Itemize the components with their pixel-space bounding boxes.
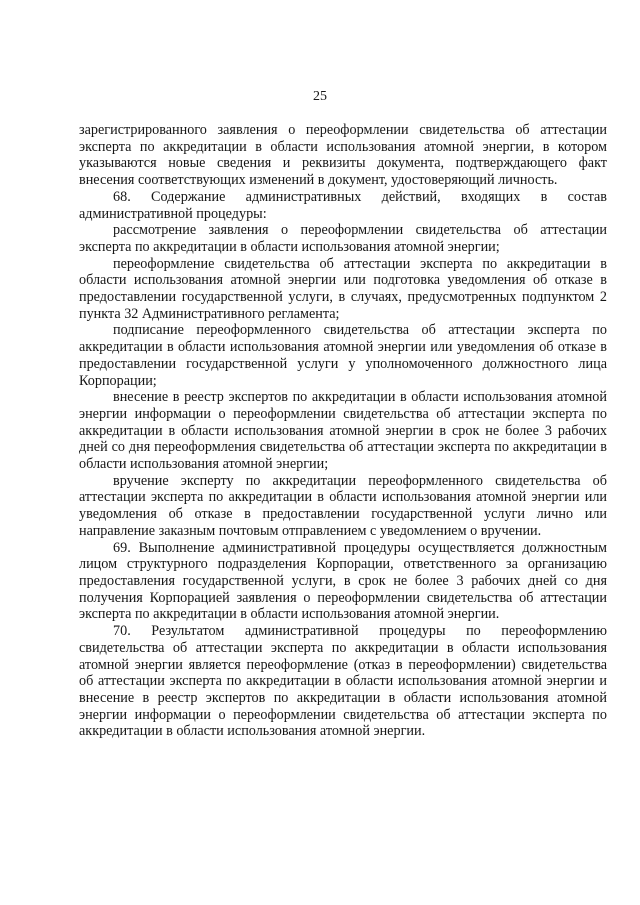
- page-number: 25: [313, 89, 327, 104]
- paragraph-68-item-reissue: переоформление свидетельства об аттестации эксперта по аккредитации в области использования атомной энергии или подготовка уведомления об отказе в предоставлении государственной услуги, в случаях, предусмотренных подпунктом 2 пункта 32 Административного регламента;: [79, 255, 607, 322]
- paragraph-68-item-review: рассмотрение заявления о переоформлении свидетельства об аттестации эксперта по аккредитации в области использования атомной энергии;: [79, 222, 607, 255]
- paragraph-68-item-signing: подписание переоформленного свидетельства об аттестации эксперта по аккредитации в области использования атомной энергии или уведомления об отказе в предоставлении государственной услуги у уполномоченного должностного лица Корпорации;: [79, 322, 607, 389]
- paragraph-70: 70. Результатом административной процедуры по переоформлению свидетельства об аттестации эксперта по аккредитации в области использования атомной энергии является переоформление (отказ в переоформлении) свидетельства об аттестации эксперта по аккредитации в области использования атомной энергии и внесение в реестр экспертов по аккредитации в области использования атомной энергии информации о переоформлении свидетельства об аттестации эксперта по аккредитации в области использования атомной энергии.: [79, 623, 607, 740]
- paragraph-continuation: зарегистрированного заявления о переоформлении свидетельства об аттестации эксперта по аккредитации в области использования атомной энергии, в котором указываются новые сведения и реквизиты документа, подтверждающего факт внесения соответствующих изменений в документ, удостоверяющий личность.: [79, 122, 607, 189]
- paragraph-69: 69. Выполнение административной процедуры осуществляется должностным лицом структурного подразделения Корпорации, ответственного за организацию предоставления государственной услуги, в срок не более 3 рабочих дней со дня получения Корпорацией заявления о переоформлении свидетельства об аттестации эксперта по аккредитации в области использования атомной энергии.: [79, 539, 607, 623]
- document-body: [79, 122, 607, 740]
- paragraph-68-heading: 68. Содержание административных действий, входящих в состав административной процедуры:: [79, 188, 607, 222]
- paragraph-68-item-delivery: вручение эксперту по аккредитации переоформленного свидетельства об аттестации эксперта по аккредитации в области использования атомной энергии или уведомления об отказе в предоставлении государственной услуги лично или направление заказным почтовым отправлением с уведомлением о вручении.: [79, 472, 607, 539]
- paragraph-68-item-registry: внесение в реестр экспертов по аккредитации в области использования атомной энергии информации о переоформлении свидетельства об аттестации эксперта по аккредитации в области использования атомной энергии в срок не более 3 рабочих дней со дня переоформления свидетельства об аттестации эксперта по аккредитации в области использования атомной энергии;: [79, 389, 607, 473]
